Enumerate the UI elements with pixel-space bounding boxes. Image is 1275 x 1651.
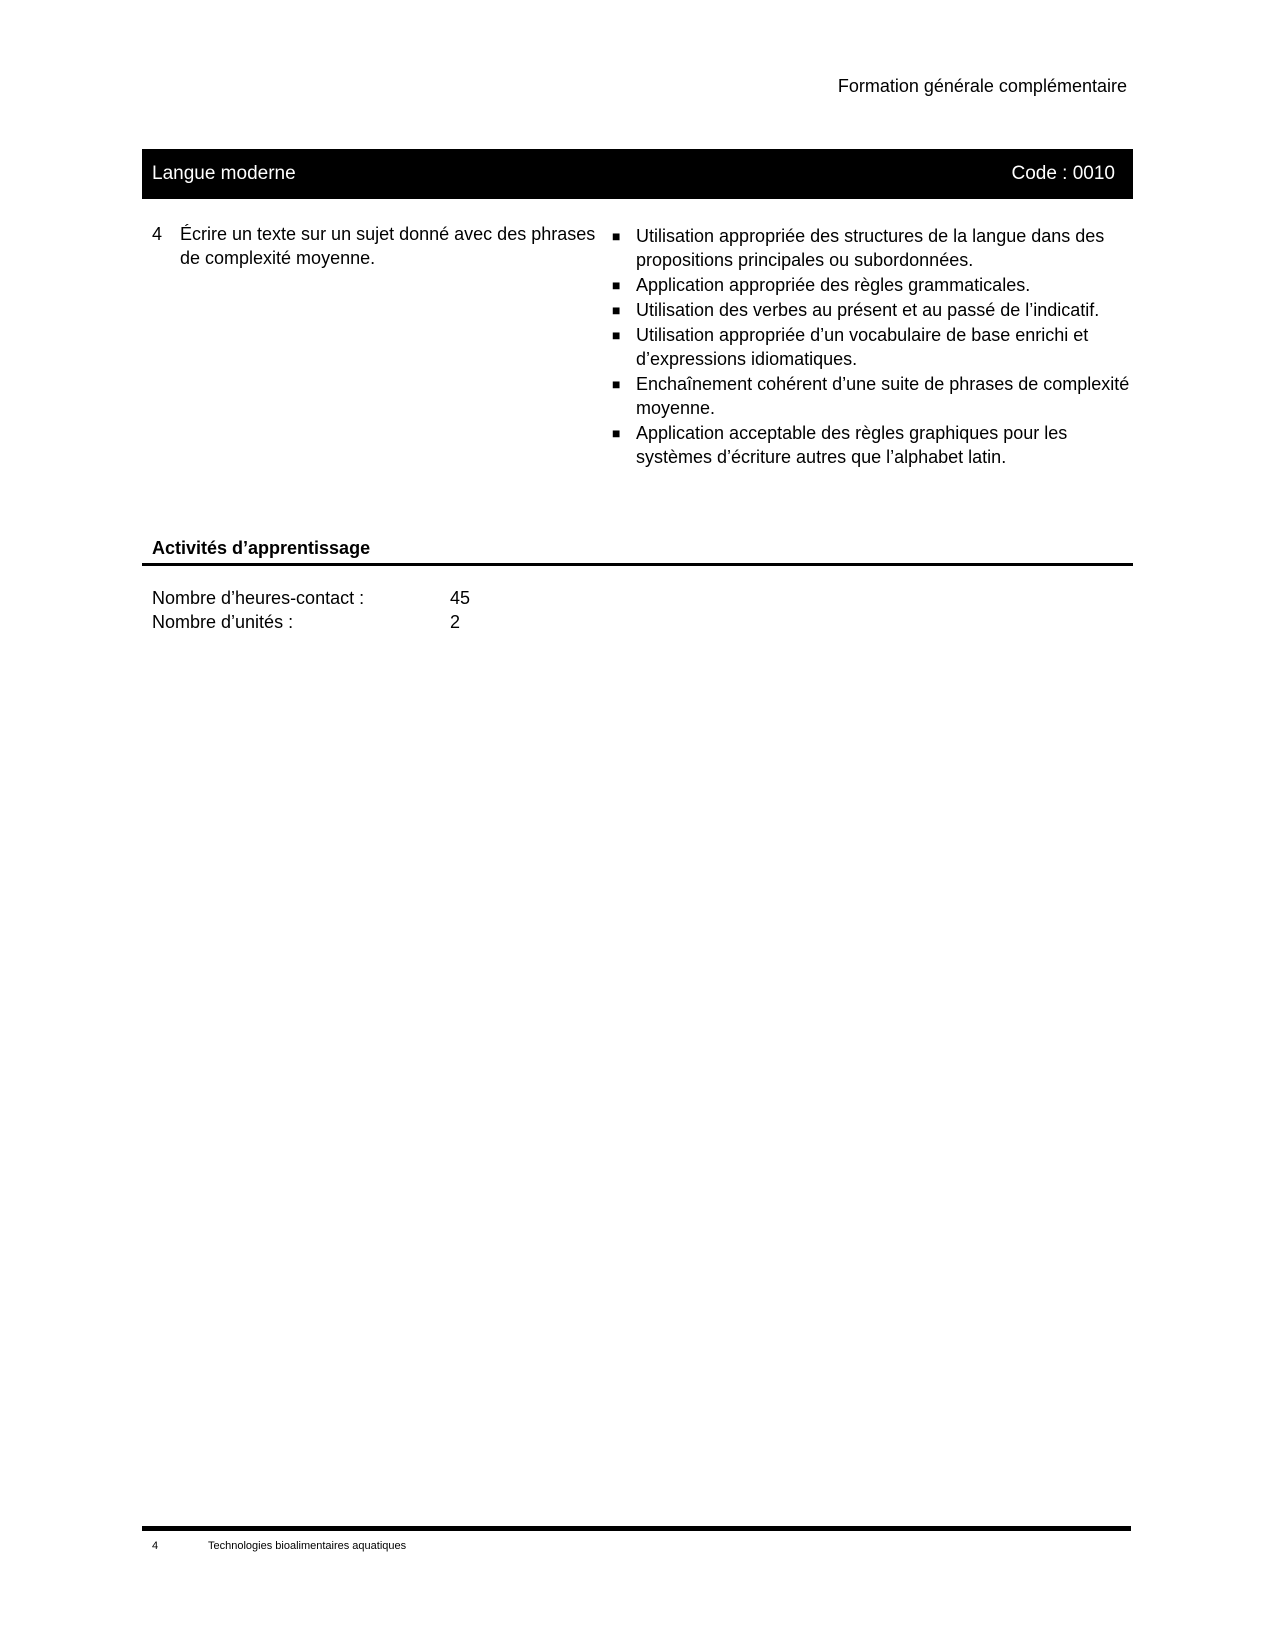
hours-summary [152,586,470,634]
footer-divider [142,1526,1131,1531]
contact-hours-row [152,586,470,610]
contact-hours-value: 45 [450,588,471,608]
objective-number: 4 [152,224,163,244]
criteria-text: Application acceptable des règles graphiques pour les systèmes d’écriture autres que l’alphabet latin. [636,423,1068,467]
bullet-icon: ■ [612,277,621,293]
objective [152,222,597,270]
course-code: Code : 0010 [1011,163,1115,184]
page-header: Formation générale complémentaire [837,76,1127,96]
criteria-item [612,323,1132,371]
footer-page-number: 4 [152,1540,159,1552]
page-footer [152,1540,406,1552]
criteria-text: Enchaînement cohérent d’une suite de phrases de complexité moyenne. [636,374,1130,418]
learning-activities-title: Activités d’apprentissage [152,538,371,558]
course-title-bar [142,149,1133,199]
criteria-text: Utilisation des verbes au présent et au passé de l’indicatif. [636,300,1100,320]
bullet-icon: ■ [612,425,621,441]
contact-hours-label: Nombre d’heures-contact : [152,588,365,608]
units-row [152,610,470,634]
section-divider [142,563,1133,566]
footer-program-name: Technologies bioalimentaires aquatiques [208,1540,407,1552]
criteria-text: Application appropriée des règles grammaticales. [636,275,1031,295]
criteria-item [612,224,1132,272]
bullet-icon: ■ [612,327,621,343]
criteria-text: Utilisation appropriée d’un vocabulaire de base enrichi et d’expressions idiomatiques. [636,325,1089,369]
criteria-text: Utilisation appropriée des structures de la langue dans des propositions principales ou subordonnées. [636,226,1105,270]
bullet-icon: ■ [612,302,621,318]
course-title: Langue moderne [152,163,296,184]
criteria-item [612,421,1132,469]
objective-text: Écrire un texte sur un sujet donné avec des phrases de complexité moyenne. [180,224,596,268]
performance-criteria-list [612,224,1132,470]
criteria-item [612,298,1132,322]
bullet-icon: ■ [612,376,621,392]
criteria-item [612,273,1132,297]
bullet-icon: ■ [612,228,621,244]
units-value: 2 [450,612,461,632]
units-label: Nombre d’unités : [152,612,294,632]
criteria-item [612,372,1132,420]
